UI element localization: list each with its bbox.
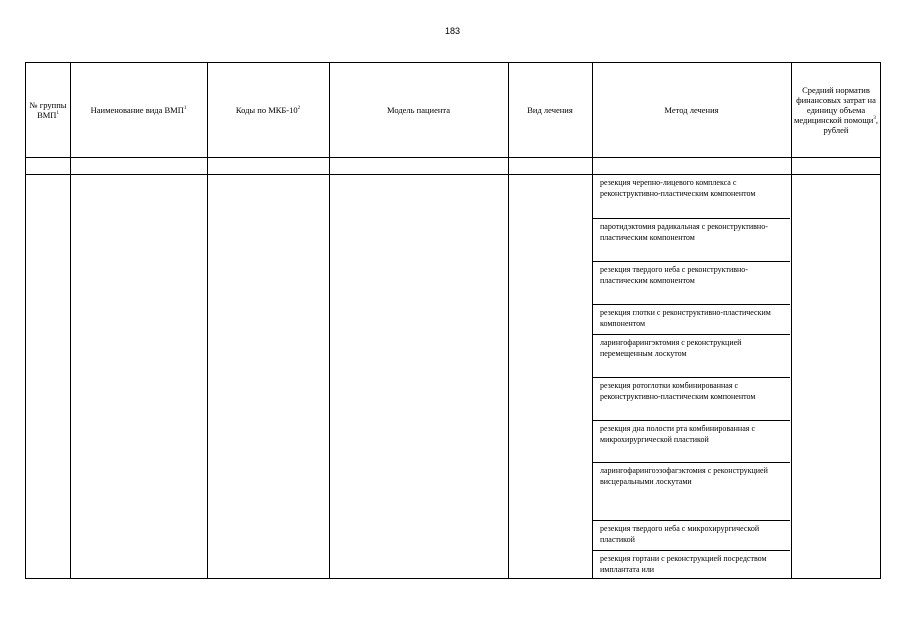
treatment-method-cell: резекция твердого неба с микрохирургической пластикой — [593, 521, 790, 551]
treatment-method-cell: резекция глотки с реконструктивно-пластическим компонентом — [593, 305, 790, 335]
header-treatment-method: Метод лечения — [664, 104, 719, 115]
header-bottom-border — [26, 157, 880, 158]
treatment-method-cell: резекция черепно-лицевого комплекса с реконструктивно-пластическим компонентом — [593, 175, 790, 219]
header-vmp-name: Наименование вида ВМП$^1$ — [90, 104, 187, 115]
header-group-number: № группы ВМП$^1$ — [29, 99, 67, 120]
treatment-method-cell: паротидэктомия радикальная с реконструктивно-пластическим компонентом — [593, 219, 790, 262]
header-average-cost: Средний норматив финансовых затрат на единицу объема медицинской помощи$^3$, рублей — [794, 84, 878, 136]
header-treatment-type: Вид лечения — [527, 104, 573, 115]
header-patient-model: Модель пациента — [386, 104, 451, 115]
treatment-method-cell: ларингофарингэктомия с реконструкцией перемещенным лоскутом — [593, 335, 790, 378]
medical-care-table — [25, 62, 881, 579]
treatment-method-cell: резекция дна полости рта комбинированная с микрохирургической пластикой — [593, 421, 790, 463]
page-number: 183 — [444, 26, 461, 36]
treatment-method-cell: ларингофарингоэзофагэктомия с реконструкцией висцеральными лоскутами — [593, 463, 790, 521]
treatment-method-cell: резекция гортани с реконструкцией посредством имплантата или — [600, 554, 767, 574]
header-icd-codes: Коды по МКБ-$10^2$ — [235, 104, 301, 115]
treatment-method-cell: резекция твердого неба с реконструктивно-пластическим компонентом — [593, 262, 790, 305]
treatment-method-list — [593, 175, 790, 578]
treatment-method-cell: резекция ротоглотки комбинированная с реконструктивно-пластическим компонентом — [593, 378, 790, 421]
